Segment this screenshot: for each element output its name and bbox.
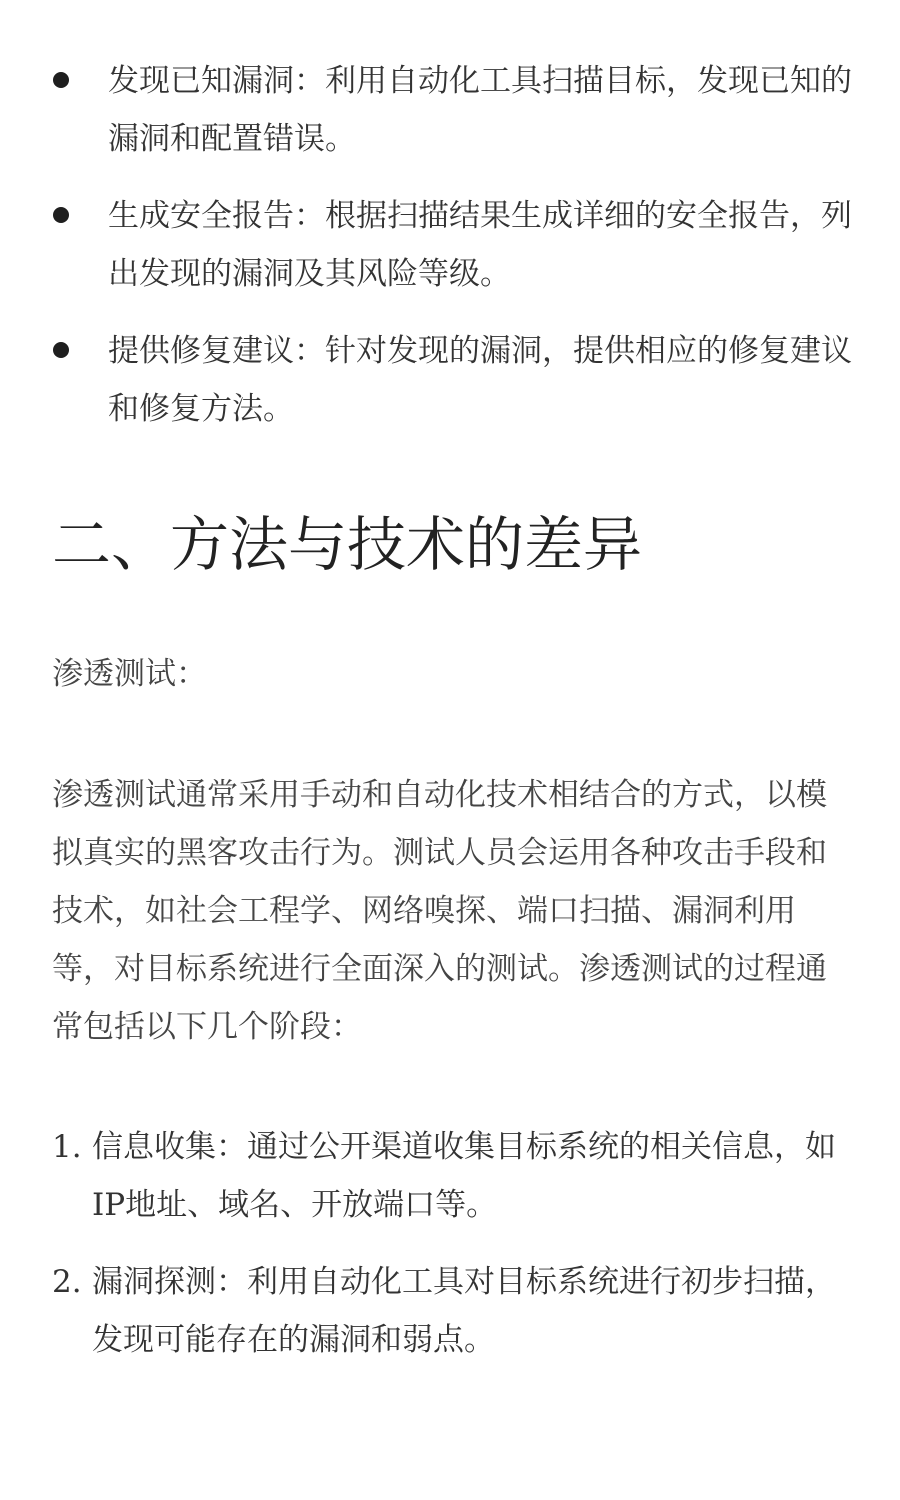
body-paragraph: 渗透测试通常采用手动和自动化技术相结合的方式，以模拟真实的黑客攻击行为。测试人员会运用各种攻击手段和技术，如社会工程学、网络嗅探、端口扫描、漏洞利用等，对目标系统进行全面深入的测试。渗透测试的过程通常包括以下几个阶段： bbox=[52, 777, 827, 1045]
list-number: 1. bbox=[52, 1129, 82, 1165]
list-item bbox=[52, 1253, 852, 1369]
list-item bbox=[52, 322, 852, 438]
list-item-text: 发现已知漏洞：利用自动化工具扫描目标，发现已知的漏洞和配置错误。 bbox=[108, 63, 852, 157]
list-item-text: 漏洞探测：利用自动化工具对目标系统进行初步扫描，发现可能存在的漏洞和弱点。 bbox=[92, 1264, 836, 1358]
list-item-text: 提供修复建议：针对发现的漏洞，提供相应的修复建议和修复方法。 bbox=[108, 333, 852, 427]
list-number: 2. bbox=[52, 1264, 82, 1300]
section-heading: 二、方法与技术的差异 bbox=[52, 510, 643, 579]
list-item bbox=[52, 187, 852, 303]
bullet-dot-icon bbox=[53, 342, 69, 358]
list-item bbox=[52, 52, 852, 168]
list-item-text: 生成安全报告：根据扫描结果生成详细的安全报告，列出发现的漏洞及其风险等级。 bbox=[108, 198, 852, 292]
list-item-text: 信息收集：通过公开渠道收集目标系统的相关信息，如IP地址、域名、开放端口等。 bbox=[92, 1129, 836, 1223]
list-item bbox=[52, 1118, 852, 1234]
bullet-dot-icon bbox=[53, 72, 69, 88]
bullet-list bbox=[52, 52, 852, 457]
section-subtitle: 渗透测试： bbox=[52, 656, 207, 692]
ordered-list bbox=[52, 1118, 852, 1388]
bullet-dot-icon bbox=[53, 207, 69, 223]
